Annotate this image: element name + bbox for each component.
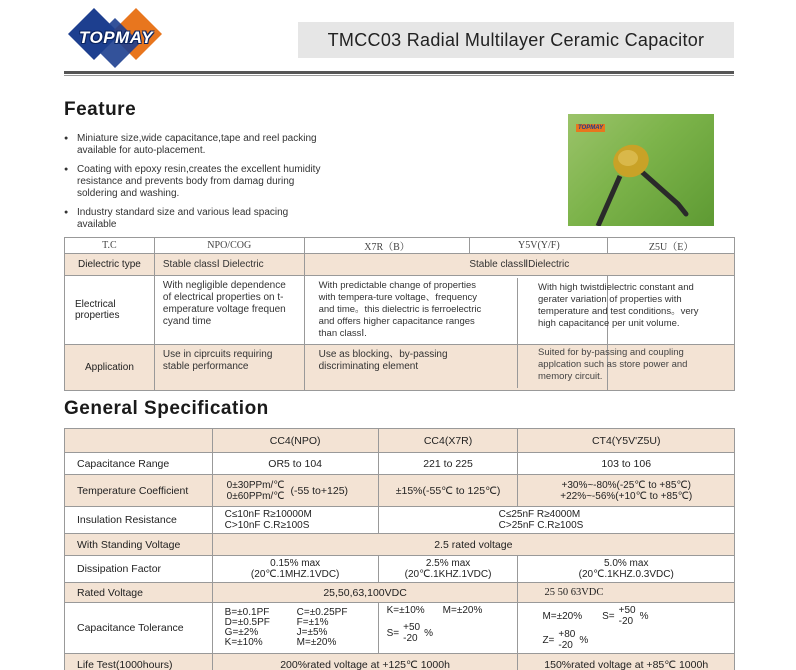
- row-label: Capacitance Tolerance: [65, 603, 213, 654]
- header-cell: CC4(X7R): [378, 429, 518, 453]
- cell: Stable classⅡDielectric: [304, 254, 734, 276]
- tol-item: Z=: [542, 634, 555, 646]
- table-header-row: [65, 429, 735, 453]
- header-cell: [65, 429, 213, 453]
- tol-item: M=±20%: [442, 605, 483, 616]
- cell: 150%rated voltage at +85℃ 1000h: [518, 654, 735, 670]
- row-label: Life Test(1000hours): [65, 654, 213, 670]
- row-label: With Standing Voltage: [65, 534, 213, 556]
- cell: Use as blocking、by-passing discriminating element: [304, 345, 608, 391]
- cell: With predictable change of properties with tempera-ture voltage、frequency and time。this dielectric is ferroelectric and offers higher capacitance ranges than classⅠ.: [304, 276, 608, 345]
- tol-upper: +50: [403, 622, 421, 633]
- cell: With negligible dependence of electrical properties on t-emperature voltage frequen cyand time: [154, 276, 304, 345]
- table-row: [65, 583, 735, 603]
- cell: [212, 603, 378, 654]
- row-label: Dissipation Factor: [65, 556, 213, 583]
- cell-line: 0±60PPm/℃: [226, 490, 285, 502]
- tol-item: K=±10%: [224, 637, 263, 648]
- cell: Stable classⅠ Dielectric: [154, 254, 304, 276]
- tol-item: D=±0.5PF: [224, 617, 270, 628]
- feature-item: ● Coating with epoxy resin,creates the excellent humidity resistance and prevents body from damag during soldering and washing.: [64, 164, 324, 200]
- tol-lower: -20: [558, 640, 573, 651]
- row-label: Dielectric type: [65, 254, 155, 276]
- table-row: [65, 603, 735, 654]
- cell: [212, 556, 378, 583]
- table-row: [65, 654, 735, 670]
- tol-item: J=±5%: [296, 627, 328, 638]
- header-cell: X7R（B）: [304, 238, 470, 254]
- cell: 200%rated voltage at +125℃ 1000h: [212, 654, 518, 670]
- tol-unit: %: [639, 610, 649, 622]
- cell: 25 50 63VDC: [518, 583, 735, 603]
- cell: 221 to 225: [378, 453, 518, 475]
- application-y5v-text: Suited for by-passing and coupling applcation such as store power and memory circuit.: [538, 347, 688, 382]
- row-label: Electrical properties: [65, 276, 155, 345]
- tol-upper: +80: [558, 629, 576, 640]
- table-row: [65, 556, 735, 583]
- cell-line: (20℃.1KHZ.1VDC): [404, 569, 492, 580]
- cell-line: C>10nF C.R≥100S: [224, 520, 310, 531]
- cell-line: C≤10nF R≥10000M: [224, 509, 312, 520]
- cell: [378, 556, 518, 583]
- tol-item: C=±0.25PF: [296, 607, 348, 618]
- cell: [212, 507, 378, 534]
- cell-line: 0.15% max: [270, 558, 321, 569]
- tol-item: B=±0.1PF: [224, 607, 270, 618]
- cell: [378, 603, 518, 654]
- header-cell: CT4(Y5V'Z5U): [518, 429, 735, 453]
- cell-line: (20℃.1MHZ.1VDC): [250, 569, 340, 580]
- cell: [212, 475, 378, 507]
- header-cell: T.C: [65, 238, 155, 254]
- tol-item: F=±1%: [296, 617, 329, 628]
- tol-unit: %: [424, 627, 434, 639]
- cell: 25,50,63,100VDC: [212, 583, 518, 603]
- cell: [518, 475, 735, 507]
- row-label: Capacitance Range: [65, 453, 213, 475]
- cell: Use in ciprcuits requiring stable performance: [154, 345, 304, 391]
- electrical-y5v-text: With high twistdielectric constant and gerater variation of properties with temperature and test conditions。very high capacitance per unit volume.: [538, 282, 699, 329]
- tol-upper: +50: [618, 605, 636, 616]
- cell-line: 0±30PPm/℃: [226, 479, 285, 491]
- cell: [518, 556, 735, 583]
- divider: [517, 278, 518, 388]
- tol-item: S=: [386, 627, 400, 639]
- cell: OR5 to 104: [212, 453, 378, 475]
- photo-logo: TOPMAY: [578, 125, 604, 131]
- cell-line: +22%~-56%(+10℃ to +85℃): [560, 490, 693, 502]
- header-rule-thin: [64, 75, 734, 76]
- cell: 2.5 rated voltage: [212, 534, 734, 556]
- cell: [378, 507, 734, 534]
- header-rule: [64, 71, 734, 74]
- table-row: [65, 507, 735, 534]
- cell-line: +30%~-80%(-25℃ to +85℃): [561, 479, 691, 491]
- cell-line: C≤25nF R≥4000M: [498, 509, 581, 520]
- cell-line: C>25nF C.R≥100S: [498, 520, 584, 531]
- tol-item: S=: [602, 610, 615, 622]
- tol-lower: -20: [618, 616, 634, 627]
- row-label: Insulation Resistance: [65, 507, 213, 534]
- cell: ±15%(-55℃ to 125℃): [378, 475, 518, 507]
- feature-item: ● Miniature size,wide capacitance,tape and reel packing available for auto-placement.: [64, 133, 324, 157]
- general-spec-heading: General Specification: [64, 398, 269, 419]
- feature-heading: Feature: [64, 99, 137, 120]
- header-cell: CC4(NPO): [212, 429, 378, 453]
- cell-line: (-55 to+125): [290, 484, 349, 497]
- cell: [518, 603, 735, 654]
- tol-item: M=±20%: [296, 637, 337, 648]
- product-photo: [568, 114, 714, 226]
- general-spec-table: [64, 428, 735, 670]
- logo-text: TOPMAY: [78, 28, 154, 47]
- table-row: [65, 254, 735, 276]
- row-label: Temperature Coefficient: [65, 475, 213, 507]
- cell-line: (20℃.1KHZ.0.3VDC): [578, 569, 674, 580]
- table-row: [65, 475, 735, 507]
- feature-item: ● Industry standard size and various lead spacing available: [64, 207, 324, 231]
- header-cell: Z5U（E）: [608, 238, 735, 254]
- feature-list: [64, 133, 324, 238]
- cell-line: 5.0% max: [603, 558, 649, 569]
- header-cell: NPO/COG: [154, 238, 304, 254]
- table-header-row: [65, 238, 735, 254]
- tol-item: M=±20%: [542, 610, 583, 622]
- tol-item: G=±2%: [224, 627, 259, 638]
- page-title: TMCC03 Radial Multilayer Ceramic Capacitor: [298, 22, 734, 58]
- cell-line: 2.5% max: [425, 558, 471, 569]
- tol-lower: -20: [403, 633, 418, 644]
- tol-item: K=±10%: [386, 605, 425, 616]
- table-row: [65, 534, 735, 556]
- cell: 103 to 106: [518, 453, 735, 475]
- header-cell: Y5V(Y/F): [470, 238, 608, 254]
- row-label: Application: [65, 345, 155, 391]
- table-row: [65, 453, 735, 475]
- tol-unit: %: [579, 634, 589, 646]
- row-label: Rated Voltage: [65, 583, 213, 603]
